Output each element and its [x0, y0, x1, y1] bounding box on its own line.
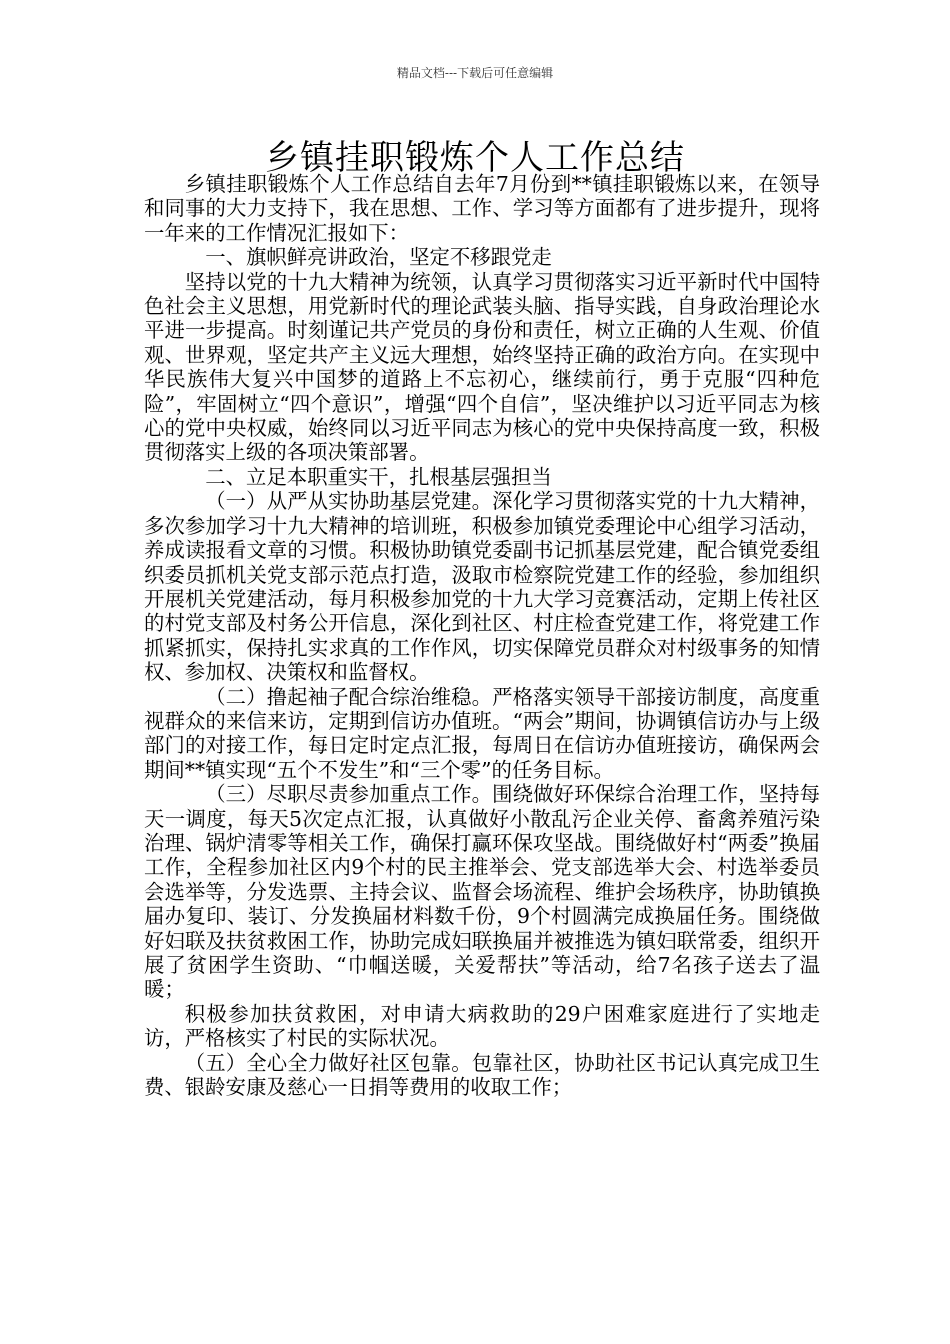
section-heading-2: 二、立足本职重实干，扎根基层强担当: [205, 464, 552, 489]
subsection-5-paragraph: （五）全心全力做好社区包靠。包靠社区，协助社区书记认真完成卫生费、银龄安康及慈心一日捐等费用的收取工作；: [144, 1050, 820, 1100]
page-header: 精品文档---下载后可任意编辑: [396, 66, 554, 80]
subsection-3-paragraph: （三）尽职尽责参加重点工作。围绕做好环保综合治理工作，坚持每天一调度，每天5次定点汇报，认真做好小散乱污企业关停、畜禽养殖污染治理、锅炉清零等相关工作，确保打赢环保攻坚战。围绕做好村“两委”换届工作，全程参加社区内9个村的民主推举会、党支部选举大会、村选举委员会选举等，分发选票、主持会议、监督会场流程、维护会场秩序，协助镇换届办复印、装订、分发换届材料数千份，9个村圆满完成换届任务。围绕做好妇联及扶贫救困工作，协助完成妇联换届并被推选为镇妇联常委，组织开展了贫困学生资助、“巾帼送暖，关爱帮扶”等活动，给7名孩子送去了温暖；: [144, 782, 820, 1002]
subsection-1-paragraph: （一）从严从实协助基层党建。深化学习贯彻落实党的十九大精神，多次参加学习十九大精神的培训班，积极参加镇党委理论中心组学习活动，养成读报看文章的习惯。积极协助镇党委副书记抓基层党建，配合镇党委组织委员抓机关党支部示范点打造，汲取市检察院党建工作的经验，参加组织开展机关党建活动，每月积极参加党的十九大学习竞赛活动，定期上传社区的村党支部及村务公开信息，深化到社区、村庄检查党建工作，将党建工作抓紧抓实，保持扎实求真的工作作风，切实保障党员群众对村级事务的知情权、参加权、决策权和监督权。: [144, 489, 820, 685]
document-title: 乡镇挂职锻炼个人工作总结: [265, 138, 685, 178]
subsection-2-paragraph: （二）撸起袖子配合综治维稳。严格落实领导干部接访制度，高度重视群众的来信来访，定期到信访办值班。“两会”期间，协调镇信访办与上级部门的对接工作，每日定时定点汇报，每周日在信访办值班接访，确保两会期间**镇实现“五个不发生”和“三个零”的任务目标。: [144, 684, 820, 782]
intro-paragraph: 乡镇挂职锻炼个人工作总结自去年7月份到**镇挂职锻炼以来，在领导和同事的大力支持下，我在思想、工作、学习等方面都有了进步提升，现将一年来的工作情况汇报如下：: [144, 172, 820, 245]
poverty-relief-paragraph: 积极参加扶贫救困，对申请大病救助的29户困难家庭进行了实地走访，严格核实了村民的实际状况。: [144, 1001, 820, 1051]
section-heading-1: 一、旗帜鲜亮讲政治，坚定不移跟党走: [205, 245, 552, 270]
section-1-paragraph: 坚持以党的十九大精神为统领，认真学习贯彻落实习近平新时代中国特色社会主义思想，用党新时代的理论武装头脑、指导实践，自身政治理论水平进一步提高。时刻谨记共产党员的身份和责任，树立正确的人生观、价值观、世界观，坚定共产主义远大理想，始终坚持正确的政治方向。在实现中华民族伟大复兴中国梦的道路上不忘初心，继续前行，勇于克服“四种危险”，牢固树立“四个意识”，增强“四个自信”，坚决维护以习近平同志为核心的党中央权威，始终同以习近平同志为核心的党中央保持高度一致，积极贯彻落实上级的各项决策部署。: [144, 269, 820, 465]
document-body: [144, 172, 820, 1099]
